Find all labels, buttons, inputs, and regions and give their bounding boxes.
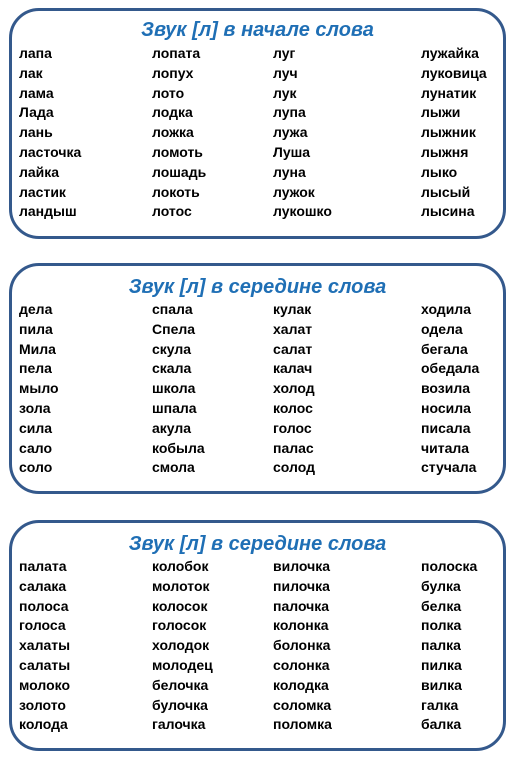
word-item: лыжник bbox=[421, 124, 476, 140]
word-item: Лада bbox=[19, 104, 54, 120]
word-item: лайка bbox=[19, 164, 60, 180]
word-item: скала bbox=[152, 360, 192, 376]
word-item: лапа bbox=[19, 45, 52, 61]
word-item: стучала bbox=[421, 459, 477, 475]
word-item: ластик bbox=[19, 184, 66, 200]
word-item: соло bbox=[19, 459, 53, 475]
word-item: шпала bbox=[152, 400, 197, 416]
word-item: дела bbox=[19, 301, 53, 317]
word-item: палата bbox=[19, 558, 67, 574]
word-item: колос bbox=[273, 400, 313, 416]
word-item: голос bbox=[273, 420, 312, 436]
word-item: халат bbox=[273, 321, 313, 337]
word-item: поломка bbox=[273, 716, 332, 732]
word-item: локоть bbox=[152, 184, 200, 200]
word-item: колодка bbox=[273, 677, 329, 693]
word-item: палочка bbox=[273, 598, 330, 614]
word-item: луг bbox=[273, 45, 296, 61]
word-item: белка bbox=[421, 598, 462, 614]
word-item: лама bbox=[19, 85, 54, 101]
word-item: пела bbox=[19, 360, 52, 376]
word-item: лак bbox=[19, 65, 43, 81]
word-item: вилка bbox=[421, 677, 462, 693]
word-item: обедала bbox=[421, 360, 480, 376]
word-item: лань bbox=[19, 124, 53, 140]
word-item: полоска bbox=[421, 558, 478, 574]
word-item: халаты bbox=[19, 637, 71, 653]
word-item: ласточка bbox=[19, 144, 82, 160]
word-item: лыжня bbox=[421, 144, 469, 160]
word-item: палка bbox=[421, 637, 461, 653]
word-item: лужа bbox=[273, 124, 308, 140]
word-item: пилочка bbox=[273, 578, 330, 594]
word-item: скула bbox=[152, 341, 192, 357]
word-item: лотос bbox=[152, 203, 192, 219]
word-item: лужайка bbox=[421, 45, 479, 61]
word-item: зола bbox=[19, 400, 51, 416]
word-item: молодец bbox=[152, 657, 213, 673]
word-item: бегала bbox=[421, 341, 468, 357]
word-item: кобыла bbox=[152, 440, 205, 456]
word-item: лодка bbox=[152, 104, 193, 120]
word-item: палас bbox=[273, 440, 314, 456]
word-card-1 bbox=[9, 8, 506, 239]
word-item: вилочка bbox=[273, 558, 331, 574]
word-item: болонка bbox=[273, 637, 331, 653]
word-item: лошадь bbox=[152, 164, 207, 180]
word-item: колода bbox=[19, 716, 68, 732]
word-item: луч bbox=[273, 65, 298, 81]
word-item: лукошко bbox=[273, 203, 332, 219]
word-item: салака bbox=[19, 578, 67, 594]
word-item: лопух bbox=[152, 65, 194, 81]
word-item: Спела bbox=[152, 321, 196, 337]
word-item: молоток bbox=[152, 578, 210, 594]
word-item: лунатик bbox=[421, 85, 477, 101]
word-item: Мила bbox=[19, 341, 56, 357]
word-item: лопата bbox=[152, 45, 201, 61]
word-item: луковица bbox=[421, 65, 487, 81]
word-item: ломоть bbox=[152, 144, 203, 160]
word-item: луна bbox=[273, 164, 306, 180]
word-item: возила bbox=[421, 380, 471, 396]
word-item: галка bbox=[421, 697, 459, 713]
word-item: кулак bbox=[273, 301, 312, 317]
word-item: писала bbox=[421, 420, 471, 436]
word-item: спала bbox=[152, 301, 193, 317]
word-item: лупа bbox=[273, 104, 306, 120]
word-item: булка bbox=[421, 578, 461, 594]
word-item: лысый bbox=[421, 184, 471, 200]
word-item: соломка bbox=[273, 697, 332, 713]
word-item: лыжи bbox=[421, 104, 461, 120]
word-item: Луша bbox=[273, 144, 311, 160]
word-item: пила bbox=[19, 321, 53, 337]
word-item: булочка bbox=[152, 697, 208, 713]
word-item: калач bbox=[273, 360, 313, 376]
word-item: колонка bbox=[273, 617, 329, 633]
word-item: акула bbox=[152, 420, 192, 436]
word-item: ландыш bbox=[19, 203, 77, 219]
word-item: лысина bbox=[421, 203, 475, 219]
word-item: смола bbox=[152, 459, 195, 475]
word-item: холодок bbox=[152, 637, 210, 653]
word-item: голосок bbox=[152, 617, 207, 633]
word-card-3 bbox=[9, 520, 506, 751]
word-item: носила bbox=[421, 400, 471, 416]
word-item: лото bbox=[152, 85, 185, 101]
word-item: одела bbox=[421, 321, 463, 337]
card-title: Звук [л] в начале слова bbox=[141, 19, 374, 41]
word-item: голоса bbox=[19, 617, 66, 633]
word-item: солод bbox=[273, 459, 315, 475]
word-item: лук bbox=[273, 85, 297, 101]
word-item: лужок bbox=[273, 184, 315, 200]
word-item: золото bbox=[19, 697, 66, 713]
word-item: мыло bbox=[19, 380, 59, 396]
word-item: полоса bbox=[19, 598, 69, 614]
word-item: сало bbox=[19, 440, 53, 456]
word-item: молоко bbox=[19, 677, 71, 693]
word-item: лыко bbox=[421, 164, 458, 180]
word-item: ложка bbox=[152, 124, 194, 140]
word-item: галочка bbox=[152, 716, 206, 732]
word-item: школа bbox=[152, 380, 196, 396]
word-item: полка bbox=[421, 617, 462, 633]
word-item: читала bbox=[421, 440, 470, 456]
word-item: балка bbox=[421, 716, 462, 732]
word-item: колобок bbox=[152, 558, 209, 574]
word-item: белочка bbox=[152, 677, 209, 693]
word-item: пилка bbox=[421, 657, 462, 673]
word-item: колосок bbox=[152, 598, 208, 614]
word-item: ходила bbox=[421, 301, 471, 317]
word-item: солонка bbox=[273, 657, 330, 673]
word-item: салат bbox=[273, 341, 313, 357]
card-title: Звук [л] в середине слова bbox=[128, 533, 387, 555]
word-item: сила bbox=[19, 420, 53, 436]
word-item: салаты bbox=[19, 657, 71, 673]
card-title: Звук [л] в середине слова bbox=[128, 276, 387, 298]
word-card-2 bbox=[9, 263, 506, 494]
word-item: холод bbox=[273, 380, 315, 396]
